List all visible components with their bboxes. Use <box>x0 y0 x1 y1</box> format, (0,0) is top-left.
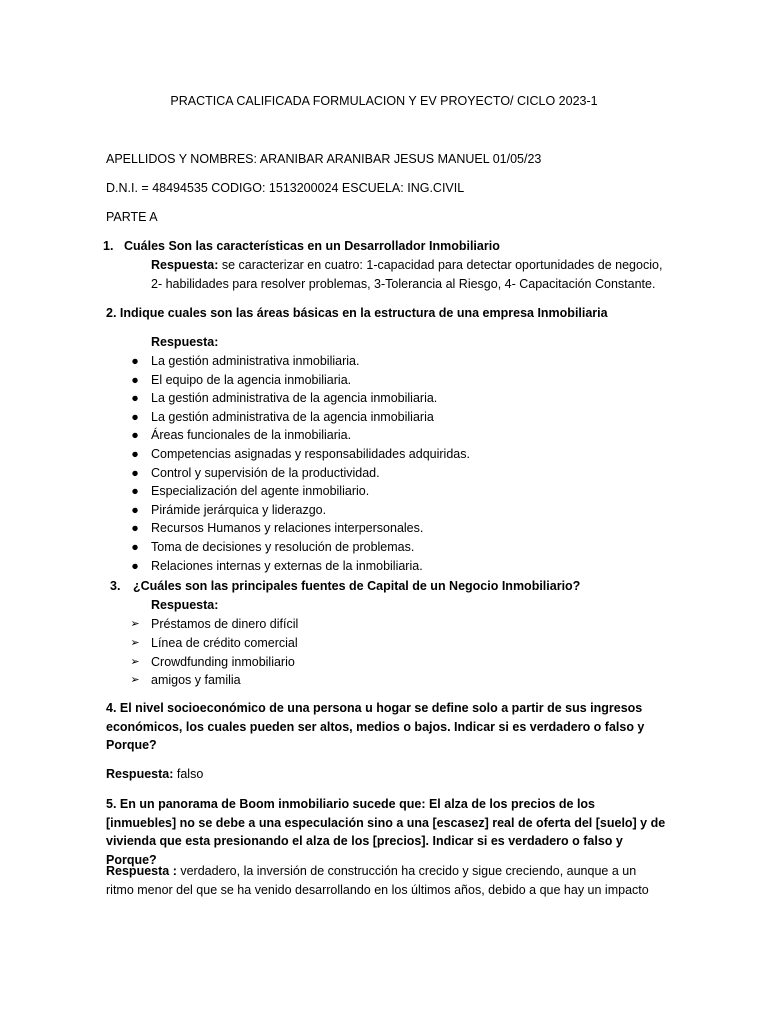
bullet-icon: ● <box>131 409 139 424</box>
q5-answer <box>106 862 666 899</box>
part-label: PARTE A <box>106 210 158 224</box>
q4-question: 4. El nivel socioeconómico de una persona u hogar se define solo a partir de sus ingresos económicos, los cuales pueden ser altos, medios o bajos. Indicar si es verdadero o falso y Porque? <box>106 701 645 753</box>
q5-question: 5. En un panorama de Boom inmobiliario sucede que: El alza de los precios de los [inmuebles] no se debe a una especulación sino a una [escasez] real de oferta del [suelo] y de vivienda que esta presionando el alza de los [precios]. Indicar si es verdadero o falso y Porque? <box>106 797 666 868</box>
q1-answer-line1 <box>151 256 662 275</box>
q1-number: 1. <box>103 239 114 253</box>
q3-list-item: Línea de crédito comercial <box>151 635 298 650</box>
arrow-bullet-icon: ➢ <box>130 636 140 649</box>
q3-question: ¿Cuáles son las principales fuentes de Capital de un Negocio Inmobiliario? <box>133 579 581 593</box>
q2-list-item: Competencias asignadas y responsabilidades adquiridas. <box>151 447 470 461</box>
q3-answer-label: Respuesta: <box>151 598 219 612</box>
q3-number: 3. <box>110 579 121 593</box>
q2-question: 2. Indique cuales son las áreas básicas en la estructura de una empresa Inmobiliaria <box>106 306 608 320</box>
names-line: APELLIDOS Y NOMBRES: ARANIBAR ARANIBAR JESUS MANUEL 01/05/23 <box>106 152 542 166</box>
q2-list-item: La gestión administrativa de la agencia inmobiliaria. <box>151 391 438 406</box>
bullet-icon: ● <box>131 447 139 461</box>
bullet-icon: ● <box>131 354 139 368</box>
q2-list-item: Recursos Humanos y relaciones interpersonales. <box>151 521 424 536</box>
q2-list-item: Áreas funcionales de la inmobiliaria. <box>151 428 352 443</box>
q4-answer-text: falso <box>173 767 204 781</box>
bullet-icon: ● <box>131 558 139 573</box>
q1-answer-label: Respuesta: <box>151 258 219 272</box>
q2-list-item: Control y supervisión de la productividad. <box>151 465 380 480</box>
q2-answer-label: Respuesta: <box>151 335 219 349</box>
q5-answer-label: Respuesta : <box>106 864 177 878</box>
bullet-icon: ● <box>131 540 139 554</box>
q1-answer-text1: se caracterizar en cuatro: 1-capacidad para detectar oportunidades de negocio, <box>218 258 663 272</box>
q2-list-item: Especialización del agente inmobiliario. <box>151 484 370 499</box>
q2-list-item: Pirámide jerárquica y liderazgo. <box>151 502 327 517</box>
bullet-icon: ● <box>131 391 139 406</box>
arrow-bullet-icon: ➢ <box>130 618 140 630</box>
q2-list-item: La gestión administrativa inmobiliaria. <box>151 354 360 368</box>
q4-answer <box>106 765 203 784</box>
bullet-icon: ● <box>131 521 139 536</box>
bullet-icon: ● <box>131 484 139 499</box>
arrow-bullet-icon: ➢ <box>130 655 140 668</box>
q2-list-item: Relaciones internas y externas de la inmobiliaria. <box>151 558 423 573</box>
bullet-icon: ● <box>131 465 139 480</box>
arrow-bullet-icon: ➢ <box>130 674 140 687</box>
q1-answer-line2: 2- habilidades para resolver problemas, 3-Tolerancia al Riesgo, 4- Capacitación Constante. <box>151 277 656 291</box>
q2-list-item: La gestión administrativa de la agencia inmobiliaria <box>151 409 434 424</box>
q2-list-item: El equipo de la agencia inmobiliaria. <box>151 372 352 387</box>
q1-question: Cuáles Son las características en un Desarrollador Inmobiliario <box>124 239 500 253</box>
bullet-icon: ● <box>131 372 139 387</box>
bullet-icon: ● <box>131 502 139 517</box>
q3-list-item: Préstamos de dinero difícil <box>151 617 299 631</box>
dni-line: D.N.I. = 48494535 CODIGO: 1513200024 ESCUELA: ING.CIVIL <box>106 181 465 195</box>
q2-list-item: Toma de decisiones y resolución de problemas. <box>151 540 415 554</box>
q3-list-item: amigos y familia <box>151 673 241 688</box>
q4-answer-label: Respuesta: <box>106 767 174 781</box>
q3-list-item: Crowdfunding inmobiliario <box>151 654 295 669</box>
document-title: PRACTICA CALIFICADA FORMULACION Y EV PROYECTO/ CICLO 2023-1 <box>170 94 598 108</box>
bullet-icon: ● <box>131 428 139 443</box>
q5-answer-text: verdadero, la inversión de construcción ha crecido y sigue creciendo, aunque a un ritmo menor del que se ha venido desarrollando en los últimos años, debido a que hay un impacto <box>106 864 649 897</box>
